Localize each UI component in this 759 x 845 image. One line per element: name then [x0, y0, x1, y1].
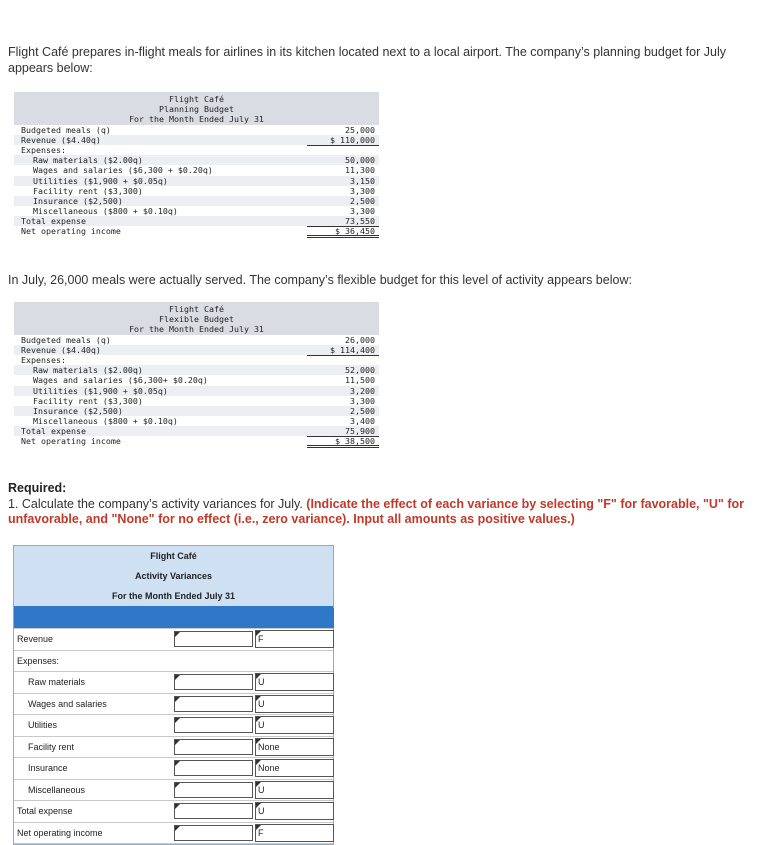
budget-row-value: 3,200 [350, 385, 375, 396]
budget-row-label: Miscellaneous ($800 + $0.10q) [33, 206, 178, 217]
variance-amount-input[interactable] [174, 717, 253, 733]
planning-budget-table [14, 92, 379, 237]
budget-row-value: 3,150 [350, 175, 375, 186]
required-instructions [8, 497, 748, 527]
variance-amount-input[interactable] [174, 696, 253, 712]
budget-row [14, 186, 379, 196]
budget-row-value: $ 36,450 [335, 226, 375, 237]
budget-row-label: Insurance ($2,500) [33, 195, 123, 206]
variance-amount-input[interactable] [174, 803, 253, 819]
variance-amount-input[interactable] [174, 739, 253, 755]
company-name: Flight Café [169, 94, 224, 104]
budget-row-label: Utilities ($1,900 + $0.05q) [33, 175, 168, 186]
budget-row-label: Revenue ($4.40q) [21, 344, 101, 355]
budget-row-value: 3,300 [350, 395, 375, 406]
budget-row-label: Wages and salaries ($6,300 + $0.20q) [33, 165, 213, 176]
budget-row [14, 386, 379, 396]
variance-row-label: Utilities [28, 720, 58, 730]
budget-row [14, 125, 379, 135]
budget-row-label: Miscellaneous ($800 + $0.10q) [33, 416, 178, 427]
budget-row-value: 11,500 [345, 375, 375, 386]
budget-row-label: Total expense [21, 216, 86, 227]
variance-effect-select[interactable]: U [255, 781, 334, 799]
variance-effect-select[interactable]: None [255, 738, 334, 756]
budget-row-value: $ 38,500 [335, 436, 375, 447]
variance-row-label: Net operating income [17, 827, 103, 838]
variance-amount-input[interactable] [174, 760, 253, 776]
budget-row-value: 25,000 [345, 124, 375, 135]
variance-row-label: Expenses: [17, 655, 60, 666]
budget-row-label: Wages and salaries ($6,300+ $0.20q) [33, 375, 208, 386]
company-name: Flight Café [150, 551, 197, 561]
variance-effect-select[interactable]: None [255, 759, 334, 777]
budget-row [14, 365, 379, 375]
budget-row-label: Revenue ($4.40q) [21, 134, 101, 145]
budget-row [14, 396, 379, 406]
budget-row-label: Utilities ($1,900 + $0.05q) [33, 385, 168, 396]
budget-row-label: Raw materials ($2.00q) [33, 365, 143, 376]
variance-row [14, 823, 333, 845]
value-underline [307, 355, 379, 365]
budget-row [14, 335, 379, 345]
variance-row [14, 758, 333, 780]
budget-row [14, 345, 379, 355]
budget-row [14, 426, 379, 436]
budget-row-value: 26,000 [345, 334, 375, 345]
budget-row [14, 436, 379, 446]
variance-row-label: Insurance [28, 763, 68, 773]
variance-row [14, 780, 333, 802]
budget-row [14, 416, 379, 426]
variance-amount-input[interactable] [174, 674, 253, 690]
budget-row [14, 145, 379, 155]
budget-row-value: 75,900 [345, 426, 375, 437]
variance-effect-select[interactable]: U [255, 802, 334, 820]
intro-text: Flight Café prepares in-flight meals for airlines in its kitchen located next to a local airport. The company’s planning budget for July appears below: [8, 45, 726, 75]
column-header-row [14, 608, 333, 629]
budget-row-value: 3,300 [350, 185, 375, 196]
variance-amount-input[interactable] [174, 825, 253, 841]
budget-row-label: Facility rent ($3,300) [33, 395, 143, 406]
budget-row [14, 216, 379, 226]
budget-row [14, 406, 379, 416]
variance-effect-select[interactable]: F [255, 630, 334, 648]
budget-period: For the Month Ended July 31 [129, 114, 264, 125]
activity-variances-wrapper [13, 545, 334, 845]
planning-budget-header [14, 92, 379, 125]
variance-effect-select[interactable]: U [255, 695, 334, 713]
variance-effect-select[interactable]: U [255, 716, 334, 734]
variance-amount-input[interactable] [174, 782, 253, 798]
budget-row-label: Raw materials ($2.00q) [33, 155, 143, 166]
budget-row-value: 2,500 [350, 195, 375, 206]
required-title: Required: [8, 481, 67, 495]
value-underline [307, 145, 379, 155]
budget-period: For the Month Ended July 31 [129, 324, 264, 335]
variance-row [14, 651, 333, 673]
variance-row [14, 672, 333, 694]
budget-row [14, 206, 379, 216]
budget-row-label: Budgeted meals (q) [21, 124, 111, 135]
variance-title: Activity Variances [134, 571, 213, 581]
budget-row-label: Facility rent ($3,300) [33, 185, 143, 196]
variance-period: For the Month Ended July 31 [111, 591, 235, 601]
activity-variances-table [13, 545, 334, 845]
variance-row-label: Raw materials [28, 677, 86, 687]
budget-row [14, 226, 379, 236]
variance-row [14, 737, 333, 759]
flexible-budget-table [14, 302, 379, 447]
required-text: 1. Calculate the company’s activity variances for July. [8, 497, 307, 511]
budget-row-label: Expenses: [21, 354, 66, 365]
budget-row-label: Net operating income [21, 436, 121, 447]
budget-row [14, 165, 379, 175]
budget-row-value: 2,500 [350, 405, 375, 416]
budget-row-value: 3,400 [350, 416, 375, 427]
variance-row-label: Miscellaneous [28, 784, 86, 795]
budget-row-value: 11,300 [345, 165, 375, 176]
budget-row-label: Insurance ($2,500) [33, 405, 123, 416]
budget-row-label: Net operating income [21, 226, 121, 237]
budget-row-value: 52,000 [345, 365, 375, 376]
variance-row [14, 715, 333, 737]
flexible-budget-header [14, 302, 379, 335]
required-bold-text: (Indicate the effect of each variance by selecting "F" for favorable, "U" for unfavorable, and "None" for no effect (i.e., zero variance). Input all amounts as positive values.) [8, 497, 744, 526]
column-header-bar [14, 608, 334, 628]
variance-row-label: Wages and salaries [28, 698, 107, 709]
budget-row [14, 135, 379, 145]
budget-row-label: Expenses: [21, 144, 66, 155]
budget-row-value: 73,550 [345, 216, 375, 227]
budget-row-value: 3,300 [350, 206, 375, 217]
budget-row-value: $ 114,400 [330, 344, 375, 355]
budget-row-value: $ 110,000 [330, 134, 375, 145]
variance-row-label: Total expense [17, 806, 73, 816]
activity-variances-header [14, 546, 333, 606]
budget-row [14, 355, 379, 365]
variance-row [14, 694, 333, 716]
budget-row-value: 50,000 [345, 155, 375, 166]
budget-row [14, 375, 379, 385]
budget-row [14, 176, 379, 186]
variance-row [14, 801, 333, 823]
budget-row [14, 196, 379, 206]
variance-row-label: Revenue [17, 634, 54, 644]
budget-title: Planning Budget [159, 104, 234, 115]
budget-row-label: Total expense [21, 426, 86, 437]
budget-row-label: Budgeted meals (q) [21, 334, 111, 345]
company-name: Flight Café [169, 304, 224, 314]
budget-row [14, 155, 379, 165]
budget-title: Flexible Budget [159, 314, 234, 325]
variance-row-label: Facility rent [28, 741, 75, 752]
variance-amount-input[interactable] [174, 631, 253, 647]
variance-row [14, 629, 333, 651]
variance-effect-select[interactable]: U [255, 673, 334, 691]
variance-effect-select[interactable]: F [255, 824, 334, 842]
flexible-intro-text: In July, 26,000 meals were actually served. The company’s flexible budget for this level of activity appears below: [8, 273, 632, 287]
